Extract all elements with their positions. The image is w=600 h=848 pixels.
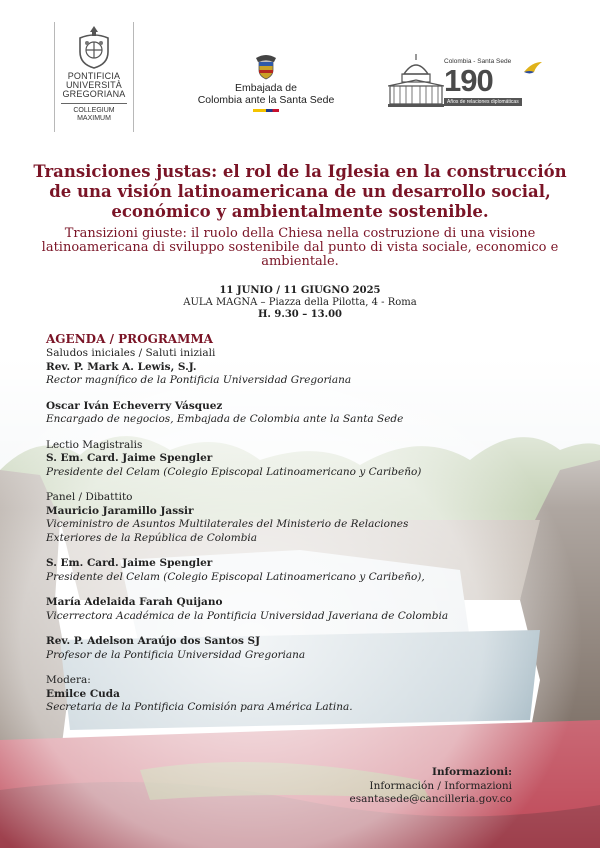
speaker-name: S. Em. Card. Jaime Spengler <box>46 557 213 569</box>
speaker-name: Rev. P. Adelson Araújo dos Santos SJ <box>46 635 261 647</box>
speaker-name: Emilce Cuda <box>46 687 120 700</box>
speaker-role: Profesor de la Pontificia Universidad Gregoriana <box>46 648 306 661</box>
anniversary-logo <box>388 52 546 112</box>
college-name <box>61 103 127 123</box>
university-name-line: GREGORIANA <box>62 89 126 99</box>
speaker-role: Presidente del Celam (Colegio Episcopal Latinoamericano y Caribeño) <box>46 465 422 478</box>
agenda-heading: AGENDA / PROGRAMMA <box>46 332 213 346</box>
event-time: H. 9.30 – 13.00 <box>257 309 343 320</box>
speaker-role: Rector magnífico de la Pontificia Universidad Gregoriana <box>46 374 352 386</box>
info-title: Informazioni: <box>432 766 512 778</box>
speaker-name: Oscar Iván Echeverry Vásquez <box>46 399 223 412</box>
colombia-coat-of-arms-icon <box>254 54 278 80</box>
embassy-line: Embajada de <box>235 82 297 94</box>
speaker-name: Mauricio Jaramillo Jassir <box>46 504 194 517</box>
speaker-role: Viceministro de Asuntos Multilaterales del Ministerio de Relaciones Exteriores de la República de Colombia <box>46 518 409 544</box>
university-name-line: PONTIFICIA <box>67 71 121 81</box>
colombia-flag-bar <box>253 109 279 112</box>
basilica-icon <box>388 52 444 110</box>
anniversary-caption: Colombia - Santa Sede <box>444 58 512 65</box>
agenda <box>46 332 546 715</box>
college-name-line: COLLEGIUM <box>73 107 115 114</box>
speaker-name: María Adelaida Farah Quijano <box>46 596 223 608</box>
speaker-name: Rev. P. Mark A. Lewis, S.J. <box>46 360 197 373</box>
speaker-role: Vicerrectora Académica de la Pontificia Universidad Javeriana de Colombia <box>46 609 449 622</box>
info-label: Información / Informazioni <box>369 779 512 792</box>
speaker-role: Presidente del Celam (Colegio Episcopal Latinoamericano y Caribeño), <box>46 570 425 583</box>
speaker-name: S. Em. Card. Jaime Spengler <box>46 452 213 464</box>
embassy-line: Colombia ante la Santa Sede <box>197 94 335 106</box>
anniversary-number: 190 <box>444 63 493 98</box>
bird-icon <box>522 60 544 76</box>
anniversary-bar: Años de relaciones diplomáticas <box>444 98 522 106</box>
section-label: Panel / Dibattito <box>46 491 133 503</box>
university-crest-icon <box>74 24 114 70</box>
info-email[interactable]: esantasede@cancilleria.gov.co <box>349 793 512 805</box>
embassy-logo <box>190 54 342 112</box>
speaker-role: Encargado de negocios, Embajada de Colombia ante la Santa Sede <box>46 413 404 425</box>
section-label: Saludos iniciales / Saluti iniziali <box>46 347 216 359</box>
event-place: AULA MAGNA – Piazza della Pilotta, 4 - Roma <box>183 297 417 308</box>
event-date: 11 JUNIO / 11 GIUGNO 2025 <box>219 285 381 296</box>
section-label: Lectio Magistralis <box>46 438 143 451</box>
university-name-line: UNIVERSITÀ <box>65 80 122 90</box>
section-label: Modera: <box>46 674 91 686</box>
contact-info <box>350 766 512 807</box>
speaker-role: Secretaria de la Pontificia Comisión para América Latina. <box>46 701 353 713</box>
event-title: Transiciones justas: el rol de la Iglesia en la construcción de una visión latinoamericana de un desarrollo social, económico y ambientalmente sostenible. <box>33 162 567 221</box>
college-name-line: MAXIMUM <box>77 115 111 122</box>
gregoriana-logo <box>54 22 134 132</box>
university-name <box>55 72 133 99</box>
event-subtitle: Transizioni giuste: il ruolo della Chiesa nella costruzione di una visione latinoamericana di sviluppo sostenibile dal punto di vista sociale, economico e ambientale. <box>41 226 559 269</box>
